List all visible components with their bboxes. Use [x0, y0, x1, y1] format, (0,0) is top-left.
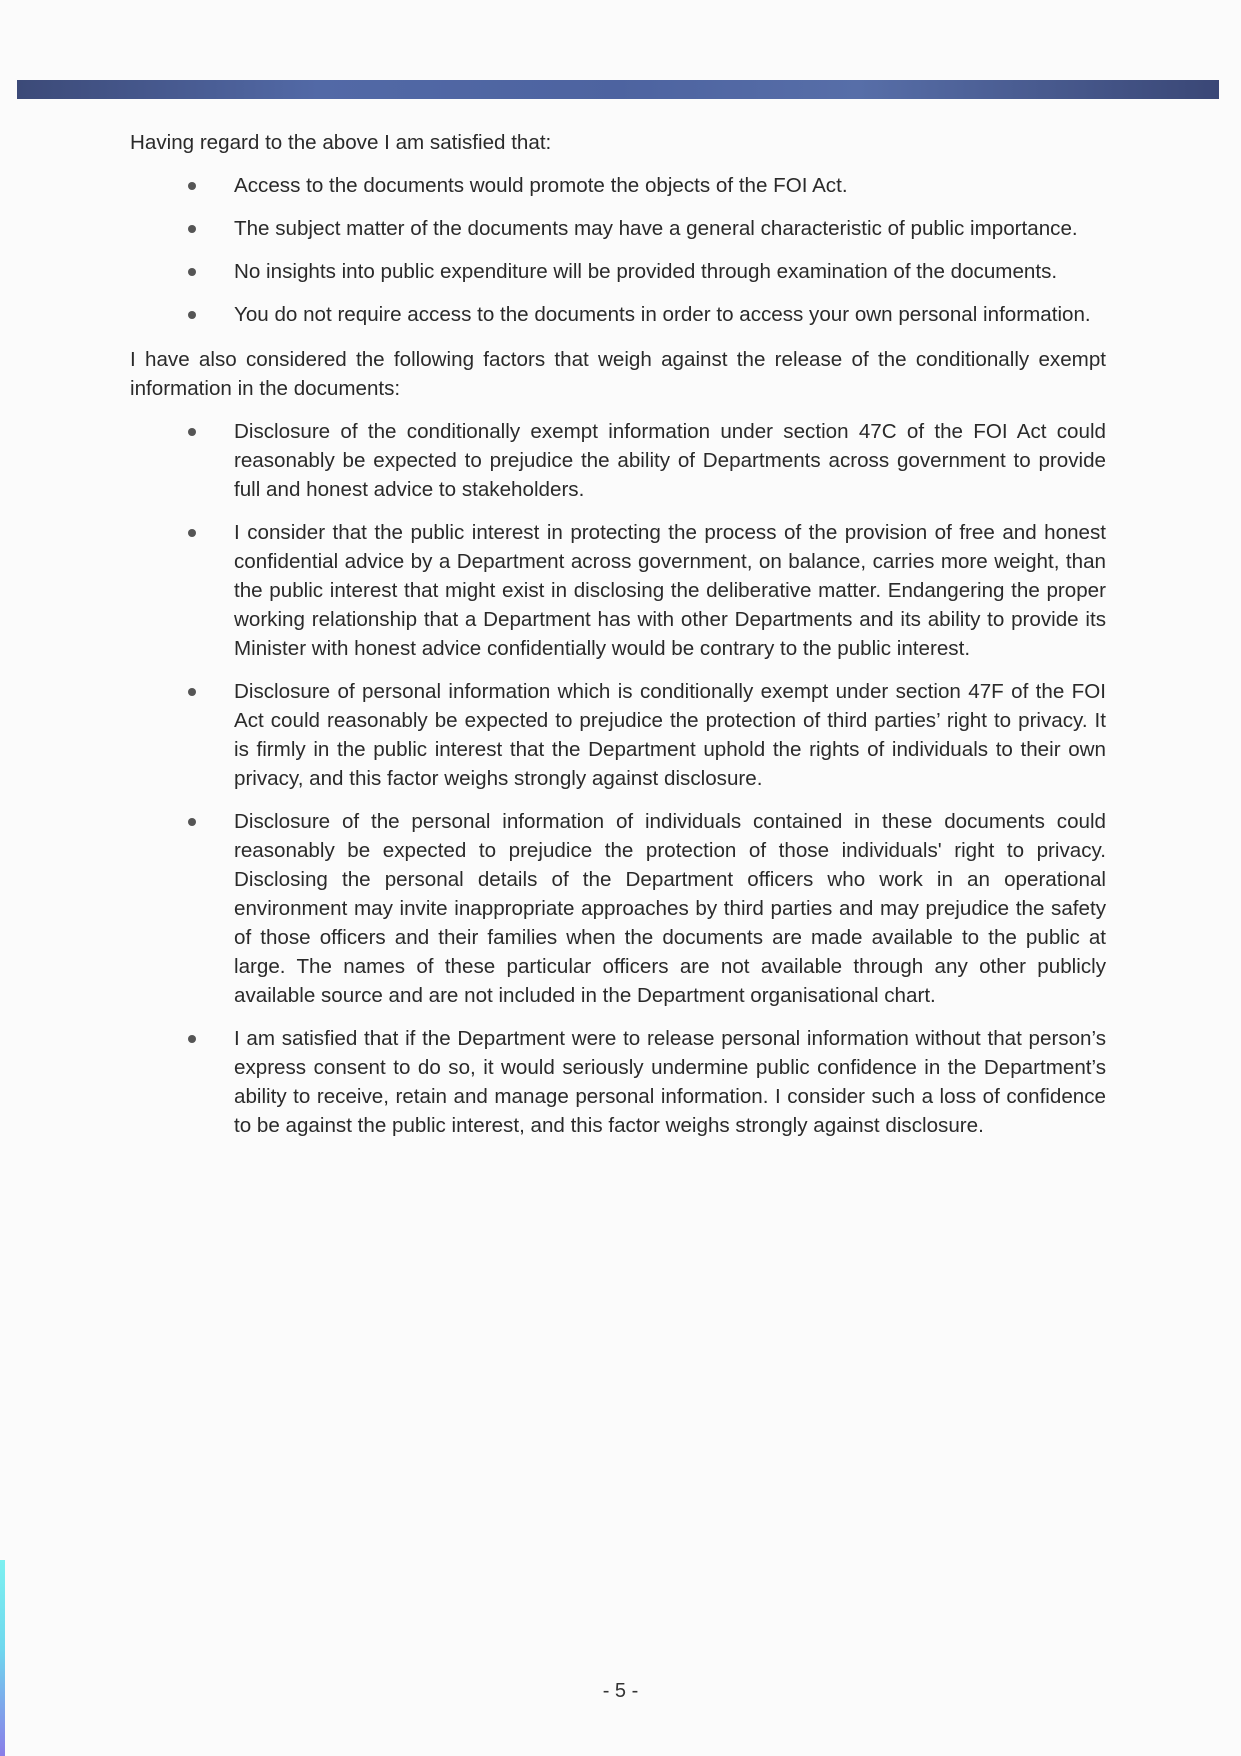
list-item: [130, 807, 1106, 1010]
list-item: [130, 677, 1106, 793]
bullet-icon: [188, 268, 196, 276]
list-item-text: No insights into public expenditure will be provided through examination of the documents.: [234, 260, 1058, 283]
document-body: [130, 128, 1106, 1156]
against-list: [130, 417, 1106, 1140]
scan-edge-mark: [0, 1560, 5, 1756]
header-bar: [17, 80, 1219, 99]
list-item-text: I am satisfied that if the Department were to release personal information without that person’s express consent to do so, it would seriously undermine public confidence in the Department’s ability to receive, retain and manage personal information. I consider such a loss of confidence to be against the public interest, and this factor weighs strongly against disclosure.: [234, 1027, 1106, 1137]
list-item: [130, 1024, 1106, 1140]
list-item: [130, 417, 1106, 504]
list-item-text: Disclosure of personal information which is conditionally exempt under section 47F of the FOI Act could reasonably be expected to prejudice the protection of third parties’ right to privacy. It is firmly in the public interest that the Department uphold the rights of individuals to their own privacy, and this factor weighs strongly against disclosure.: [234, 680, 1106, 790]
list-item-text: Disclosure of the personal information of individuals contained in these documents could reasonably be expected to prejudice the protection of those individuals' right to privacy. Disclosing the personal details of the Department officers who work in an operational environment may invite inappropriate approaches by third parties and may prejudice the safety of those officers and their families when the documents are made available to the public at large. The names of these particular officers are not available through any other publicly available source and are not included in the Department organisational chart.: [234, 810, 1106, 1007]
list-item-text: Access to the documents would promote the objects of the FOI Act.: [234, 174, 848, 197]
page-number: - 5 -: [602, 1680, 639, 1702]
bullet-icon: [188, 311, 196, 319]
bullet-icon: [188, 1035, 196, 1043]
list-item: [130, 214, 1106, 243]
bullet-icon: [188, 225, 196, 233]
list-item-text: I consider that the public interest in protecting the process of the provision of free and honest confidential advice by a Department across government, on balance, carries more weight, than the public interest that might exist in disclosing the deliberative matter. Endangering the proper working relationship that a Department has with other Departments and its ability to provide its Minister with honest advice confidentially would be contrary to the public interest.: [234, 521, 1106, 660]
list-item-text: Disclosure of the conditionally exempt information under section 47C of the FOI Act could reasonably be expected to prejudice the ability of Departments across government to provide full and honest advice to stakeholders.: [234, 420, 1106, 501]
list-item: [130, 257, 1106, 286]
bullet-icon: [188, 182, 196, 190]
list-item-text: You do not require access to the documents in order to access your own personal information.: [234, 303, 1091, 326]
bullet-icon: [188, 428, 196, 436]
bullet-icon: [188, 688, 196, 696]
against-intro-paragraph: I have also considered the following factors that weigh against the release of the conditionally exempt information in the documents:: [130, 348, 1106, 400]
list-item: [130, 171, 1106, 200]
list-item: [130, 300, 1106, 329]
list-item-text: The subject matter of the documents may have a general characteristic of public importance.: [234, 217, 1078, 240]
bullet-icon: [188, 529, 196, 537]
intro-paragraph: Having regard to the above I am satisfied that:: [130, 131, 552, 154]
satisfied-list: [130, 171, 1106, 329]
bullet-icon: [188, 818, 196, 826]
list-item: [130, 518, 1106, 663]
